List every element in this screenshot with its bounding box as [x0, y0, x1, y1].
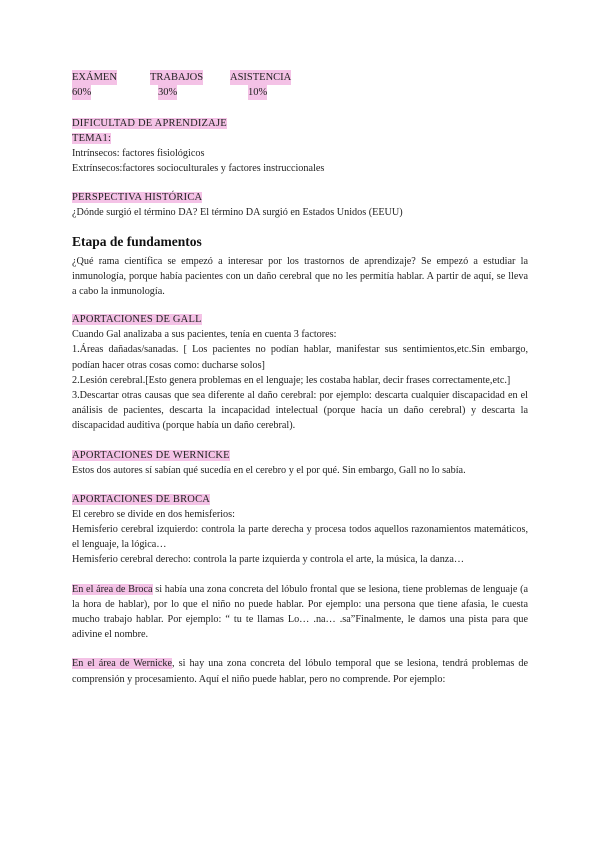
- broca-line: Hemisferio cerebral izquierdo: controla la parte derecha y procesa todos aquellos razonamientos matemáticos, el lenguaje, la lógica…: [72, 524, 528, 551]
- area-wernicke-text: , si hay una zona concreta del lóbulo temporal que se lesiona, tendrá problemas de comprensión y procesamiento. Aquí el niño puede hablar, pero no comprende. Por ejemplo:: [72, 658, 528, 685]
- section-title-gall: APORTACIONES DE GALL: [72, 314, 202, 326]
- dificultad-line: Extrínsecos:factores socioculturales y factores instruccionales: [72, 163, 325, 175]
- area-broca-text: si había una zona concreta del lóbulo frontal que se lesiona, tiene problemas de lenguaje (a la hora de hablar), por lo que el niño no puede hablar. Por ejemplo: una persona que tiene afasia, le cuesta mucho trabajo hablar. Por ejemplo: “ tu te llamas Lo… .na… .sa”Finalmente, le damos una pista para que adivine el nombre.: [72, 583, 528, 641]
- grade-header-examen: EXÁMEN: [72, 72, 117, 83]
- tema-label: TEMA1:: [72, 133, 112, 144]
- grade-header-asistencia: ASISTENCIA: [230, 72, 292, 83]
- grade-values: [72, 85, 528, 100]
- broca-line: Hemisferio cerebral derecho: controla la parte izquierda y controla el arte, la música, la danza…: [72, 554, 465, 566]
- grade-value-asistencia: 10%: [248, 87, 268, 98]
- gall-intro: Cuando Gal analizaba a sus pacientes, tenía en cuenta 3 factores:: [72, 329, 337, 341]
- grade-value-examen: 60%: [72, 87, 92, 98]
- area-wernicke-lead: En el área de Wernicke: [72, 658, 173, 670]
- section-dificultad: [72, 116, 528, 176]
- broca-line: El cerebro se divide en dos hemisferios:: [72, 508, 235, 520]
- gall-item: 1.Áreas dañadas/sanadas. [ Los pacientes no podían hablar, manifestar sus sentimientos,etc.Sin embargo, podían hacer otras cosas como: ducharse solos]: [72, 344, 528, 371]
- heading-etapa: Etapa de fundamentos: [72, 233, 202, 249]
- section-title-dificultad: DIFICULTAD DE APRENDIZAJE: [72, 118, 227, 129]
- section-gall: [72, 312, 528, 433]
- section-title-broca: APORTACIONES DE BROCA: [72, 493, 211, 505]
- section-title-wernicke: APORTACIONES DE WERNICKE: [72, 449, 230, 461]
- grade-header-trabajos: TRABAJOS: [150, 72, 204, 83]
- section-title-perspectiva: PERSPECTIVA HISTÓRICA: [72, 192, 203, 204]
- grade-breakdown: [72, 70, 528, 100]
- etapa-text: ¿Qué rama científica se empezó a interesar por los trastornos de aprendizaje? Se empezó a estudiar la inmunología, porque había pacientes con un daño cerebral que no les permitía hablar. A partir de aquí, se lleva a cabo la inmunología.: [72, 255, 528, 298]
- dificultad-line: Intrínsecos: factores fisiológicos: [72, 148, 205, 159]
- section-etapa: [72, 233, 528, 300]
- perspectiva-text: ¿Dónde surgió el término DA? El término DA surgió en Estados Unidos (EEUU): [72, 207, 403, 219]
- document-content: [72, 70, 528, 687]
- wernicke-text: Estos dos autores sí sabían qué sucedía en el cerebro y el por qué. Sin embargo, Gall no lo sabía.: [72, 464, 466, 476]
- section-perspectiva: [72, 190, 528, 220]
- gall-item: 2.Lesión cerebral.[Esto genera problemas en el lenguaje; les costaba hablar, decir frases correctamente,etc.]: [72, 374, 511, 386]
- gall-item: 3.Descartar otras causas que sea diferente al daño cerebral: por ejemplo: descarta cualquier discapacidad en el análisis de pacientes, descarta la incapacidad intelectual (porque hacía un daño cerebral) y descarta la discapacidad auditiva (porque había un daño cerebral).: [72, 390, 528, 432]
- grade-value-trabajos: 30%: [158, 87, 178, 98]
- area-wernicke-paragraph: [72, 656, 528, 686]
- section-wernicke: [72, 448, 528, 478]
- area-broca-lead: En el área de Broca: [72, 583, 153, 595]
- section-broca: [72, 492, 528, 568]
- area-broca-paragraph: [72, 582, 528, 643]
- grade-headers: [72, 70, 528, 85]
